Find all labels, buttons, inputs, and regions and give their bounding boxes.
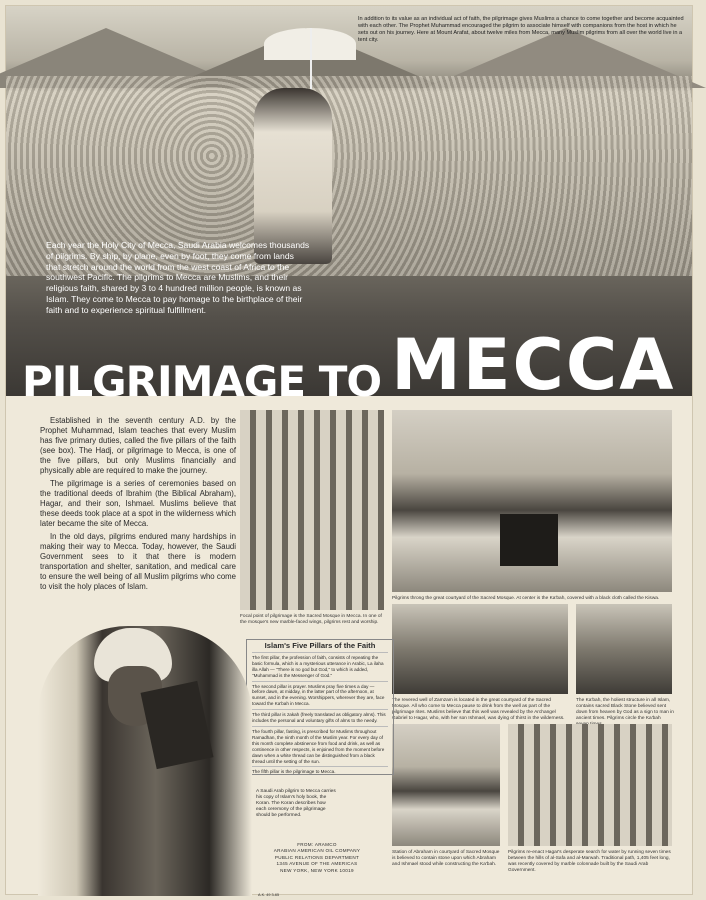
pillars-title: Islam's Five Pillars of the Faith [264, 641, 376, 650]
photo-mosque-arches [240, 410, 384, 610]
photo-zamzam [392, 604, 568, 694]
footer-line: ARABIAN AMERICAN OIL COMPANY [273, 848, 361, 854]
intro-paragraph: In the old days, pilgrims endured many hardships in making their way to Mecca. Today, however, the Saudi Government sees to it that there is modern transportation and shelter, sanitation, and medical care to ensure the well being of all Muslim pilgrims who come to visit the holy places of Islam. [40, 532, 236, 591]
intro-paragraph: Established in the seventh century A.D. by the Prophet Muhammad, Islam teaches that every Muslim has five primary duties, called the five pillars of the faith (see box). The Hadj, or pilgrimage to Mecca, is one of the five pillars, but only Muslims financially and physically able are required to make the journey. [40, 416, 236, 475]
intro-paragraph: The pilgrimage is a series of ceremonies based on the traditional deeds of Ibrahim (the Biblical Abraham), Hagar, and their son, Ishmael. Muslims believe that these deeds took place at a spot in the wilderness which later became the site of Mecca. [40, 479, 236, 528]
title-pilgrimage-to: PILGRIMAGE TO [22, 357, 382, 406]
hero-photo [6, 6, 692, 406]
poster [6, 6, 692, 897]
photo-abraham-station [392, 724, 500, 846]
photo-colonnade [508, 724, 672, 846]
hero-body-text: Each year the Holy City of Mecca, Saudi Arabia welcomes thousands of pilgrims. By ship, by plane, even by foot, they come from lands that stretch around the world from the west coast of Africa to the southwest Pacific. The pilgrims to Mecca are Muslims, and their religious faith, shared by 3 to 4 hundred million people, is known as Islam. They come to Mecca to pay homage to the birthplace of their faith and to experience spiritual fulfillment. [46, 240, 310, 315]
caption-zamzam: The revered well of Zamzam is located in the great courtyard of the Sacred Mosque. All who come to Mecca pause to drink from the well as part of the pilgrimage rites. Muslims believe that this well was revealed by the Archangel Gabriel to Hagar, who, with her son Ishmael, was dying of thirst in the wilderness. [392, 698, 565, 721]
pillar-item: The second pillar is prayer. Muslims pray five times a day — before dawn, at midday, in the latter part of the afternoon, at sunset, and in the evening. Worshippers, wherever they are, face toward the Ka'bah in Mecca. [252, 681, 388, 708]
publisher-footer [252, 842, 382, 874]
plate-number: A.K. 49 3-65 [258, 893, 280, 897]
caption-courtyard: Pilgrims throng the great courtyard of the Sacred Mosque. At center is the Ka'bah, covered with a black cloth called the Kiswa. [392, 596, 660, 601]
footer-line: NEW YORK, NEW YORK 10019 [280, 867, 354, 873]
caption-portrait: A Saudi Arab pilgrim to Mecca carries his copy of Islam's holy book, the Koran. The Koran describes how each ceremony of the pilgrimage should be performed. [256, 789, 336, 818]
footer-line: PUBLIC RELATIONS DEPARTMENT [274, 854, 360, 860]
pillar-item: The third pillar is zakah (freely translated as obligatory alms). This includes the personal and voluntary gifts of alms to the needy. [252, 709, 388, 724]
caption-abraham-station: Station of Abraham in courtyard of Sacred Mosque is believed to contain stone upon which Abraham and Ishmael stood while constructing the Ka'bah. [392, 850, 500, 867]
kabah-shape [500, 514, 558, 566]
intro-text [40, 416, 236, 595]
poster-title [22, 324, 675, 406]
pillar-item: The fourth pillar, fasting, is prescribed for Muslims throughout Ramadhan, the ninth month of the Muslim year. For every day of this month complete abstinence from food and drink, as well as continence in other respects, is enjoined from the moment before dawn when a white thread can be distinguished from a black thread until the setting of the sun. [252, 726, 388, 764]
photo-courtyard [392, 410, 672, 592]
pillar-item: The fifth pillar is the pilgrimage to Mecca. [252, 766, 388, 775]
pillar-item: The first pillar, the profession of faith, consists of repeating the basic formula, which is a mysterious utterance in Arabic, La ilaha illa Allah — "There is no god but God," to which is added, "Muhammad is the Messenger of God." [252, 652, 388, 679]
footer-line: FROM: ARAMCO [297, 842, 337, 847]
title-mecca: MECCA [391, 324, 676, 406]
photo-kabah [576, 604, 672, 694]
caption-kabah: The Ka'bah, the holiest structure in all Islam, contains sacred Black Stone believed sent down from heaven by God as a sign to man in ancient times. Pilgrims circle the Ka'bah [576, 698, 674, 721]
five-pillars-box [246, 639, 394, 775]
caption-colonnade: Pilgrims re-enact Hagar's desperate search for water by running seven times between the hills of al-Safa and al-Marwah. Traditional path, 1,405 feet long, was recently covered by marble colonnade built by the Saudi Arab Government. [508, 850, 671, 873]
hero-intro-text: In addition to its value as an individual act of faith, the pilgrimage gives Muslims a chance to come together and become acquainted with each other. The Prophet Muhammad encouraged the pilgrim to associate himself with companions from the host in which he sets out on his journey. Here at Mount Arafat, about twelve miles from Mecca, many Muslim pilgrims from all over the world live in a tent city. [358, 16, 684, 43]
caption-mosque-arches: Focal point of pilgrimage is the Sacred Mosque in Mecca. In one of the mosque's new marble-faced wings, pilgrims rest and worship. [240, 614, 382, 625]
standing-pilgrim [254, 88, 332, 264]
footer-line: 1345 AVENUE OF THE AMERICAS [276, 861, 358, 867]
